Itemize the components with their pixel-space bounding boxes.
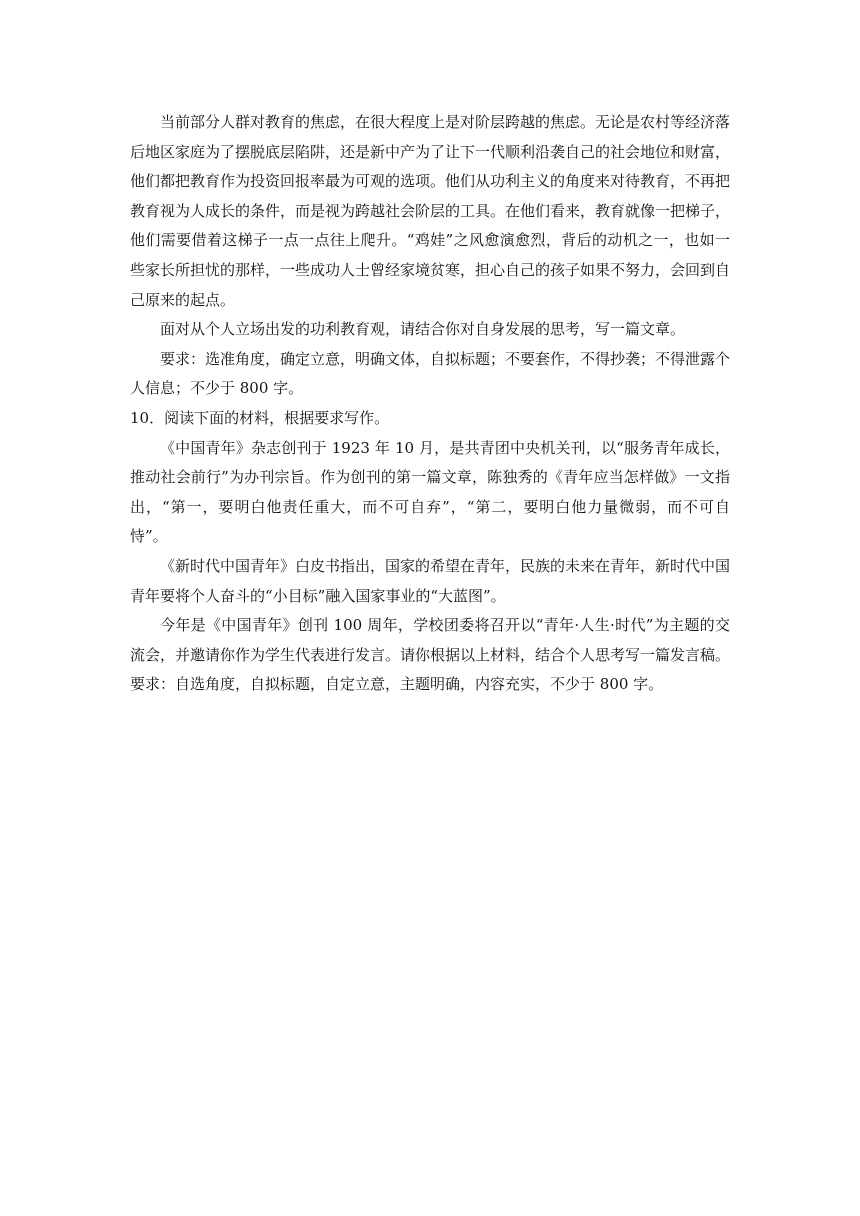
material-paragraph-china-youth: 《中国青年》杂志创刊于 1923 年 10 月，是共青团中央机关刊，以“服务青年成长，推动社会前行”为办刊宗旨。作为创刊的第一篇文章，陈独秀的《青年应当怎样做》一文指出，“第一，要明白他责任重大，而不可自弃”，“第二，要明白他力量微弱，而不可自恃”。 [130, 438, 730, 546]
material-paragraph-education-anxiety: 当前部分人群对教育的焦虑，在很大程度上是对阶层跨越的焦虑。无论是农村等经济落后地区家庭为了摆脱底层陷阱，还是新中产为了让下一代顺利沿袭自己的社会地位和财富，他们都把教育作为投资回报率最为可观的选项。他们从功利主义的角度来对待教育，不再把教育视为人成长的条件，而是视为跨越社会阶层的工具。在他们看来，教育就像一把梯子，他们需要借着这梯子一点一点往上爬升。“鸡娃”之风愈演愈烈，背后的动机之一，也如一些家长所担忧的那样，一些成功人士曾经家境贫寒，担心自己的孩子如果不努力，会回到自己原来的起点。 [130, 113, 731, 309]
requirements-paragraph-q10: 要求：自选角度，自拟标题，自定立意，主题明确，内容充实，不少于 800 字。 [130, 675, 664, 694]
document-body [130, 108, 730, 700]
task-paragraph-speech: 今年是《中国青年》创刊 100 周年，学校团委将召开以“青年·人生·时代”为主题的交流会，并邀请你作为学生代表进行发言。请你根据以上材料，结合个人思考写一篇发言稿。 [130, 616, 731, 664]
material-paragraph-white-paper: 《新时代中国青年》白皮书指出，国家的希望在青年，民族的未来在青年，新时代中国青年要将个人奋斗的“小目标”融入国家事业的“大蓝图”。 [130, 556, 731, 605]
writing-prompt-paragraph: 面对从个人立场出发的功利教育观，请结合你对自身发展的思考，写一篇文章。 [160, 320, 686, 339]
question-10-heading: 10．阅读下面的材料，根据要求写作。 [130, 408, 390, 427]
requirements-paragraph-q9: 要求：选准角度，确定立意，明确文体，自拟标题；不要套作，不得抄袭；不得泄露个人信息；不少于 800 字。 [130, 349, 731, 398]
